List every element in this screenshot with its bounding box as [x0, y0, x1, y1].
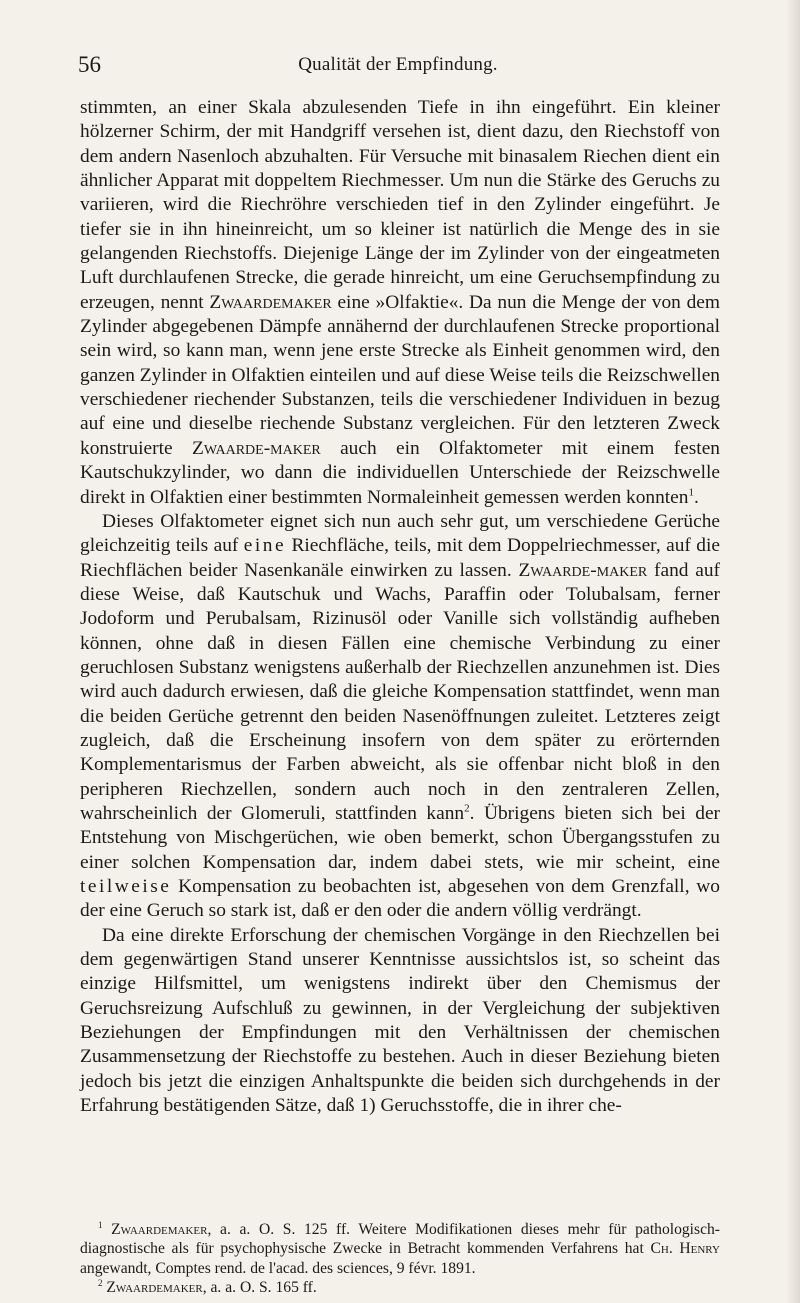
footnote-mark: 2	[98, 1277, 103, 1288]
footnote	[80, 1220, 720, 1278]
author-name: Zwaarde-maker	[518, 559, 648, 581]
text-run: .	[693, 486, 699, 508]
running-title: Qualität der Empfindung.	[298, 54, 498, 75]
author-name: Zwaarde-maker	[191, 437, 321, 459]
author-name: Zwaardemaker	[106, 1278, 203, 1296]
author-name: Zwaardemaker	[111, 1221, 208, 1238]
text-run: stimmten, an einer Skala abzulesenden Tiefe in ihn eingeführt. Ein kleiner hölzerner Schirm, der mit Handgriff versehen ist, dient dazu, den Riechstoff von dem andern Nasenloch abzuhalten. Für Versuche mit binasalem Riechen dient ein ähnlicher Apparat mit doppeltem Riechmesser. Um nun die Stärke des Geruchs zu variieren, wird die Riechröhre verschieden tief in den Zylinder eingeführt. Je tiefer sie in ihn hineinreicht, um so kleiner ist natürlich die Menge des in sie gelangenden Riechstoffs. Diejenige Länge der im Zylinder von der eingeatmeten Luft durchlaufenen Strecke, die gerade hinreicht, um eine Geruchsempfindung zu erzeugen, nennt	[80, 97, 720, 313]
text-run: eine »Olfaktie«. Da nun die Menge der von dem Zylinder abgegebenen Dämpfe annähernd der durchlaufenen Strecke proportional sein wird, so kann man, wenn jene erste Strecke als Einheit genommen wird, den ganzen Zylinder in Olfaktien einteilen und auf diese Weise teils die Reizschwellen verschiedener riechender Substanzen, teils die verschiedener Individuen in bezug auf eine und dieselbe riechende Substanz vergleichen. Für den letzteren Zweck konstruierte	[80, 291, 720, 459]
text-run: Riechfläche, teils, mit dem Doppelriechmesser, auf die Riechflächen beider Nasenkanäle einwirken zu lassen.	[80, 535, 720, 581]
page-header	[78, 52, 718, 78]
body-text	[80, 96, 720, 1118]
emphasis: eine	[243, 535, 287, 557]
text-run: Kompensation zu beobachten ist, abgesehen von dem Grenzfall, wo der eine Geruch so stark ist, daß er den oder die andern völlig verdrängt.	[80, 876, 720, 922]
footnote-reference: 2	[464, 802, 470, 815]
paragraph	[80, 924, 720, 1119]
emphasis: teilweise	[80, 876, 172, 897]
footnote	[80, 1278, 720, 1297]
text-run: fand auf diese Weise, daß Kautschuk und Wachs, Paraffin oder Tolubalsam, ferner Jodoform und Perubalsam, Rizinusöl oder Vanille sich vollständig aufheben können, ohne daß in diesen Fällen eine chemische Verbindung zu einer geruchlosen Substanz wenigstens außerhalb der Riechzellen anzunehmen ist. Dies wird auch dadurch erwiesen, daß die gleiche Kompensation stattfindet, wenn man die beiden Gerüche getrennt den beiden Nasenöffnungen zuleitet. Letzteres zeigt zugleich, daß die Erscheinung insofern von dem später zu erörternden Komplementarismus der Farben abweicht, als sie offenbar nicht bloß in den peripheren Riechzellen, sondern auch noch in den zentraleren Zellen, wahrscheinlich der Glomeruli, stattfinden kann	[80, 559, 720, 824]
text-run: Dieses Olfaktometer eignet sich nun auch sehr gut, um verschiedene Gerüche gleichzeitig teils auf	[80, 510, 720, 557]
paragraph	[80, 510, 720, 924]
author-name: Zwaardemaker	[209, 291, 332, 313]
footnote-reference: 1	[688, 486, 694, 499]
author-name: Ch. Henry	[650, 1240, 720, 1258]
page-number: 56	[78, 52, 101, 77]
footnotes	[80, 1220, 720, 1297]
footnote-text: , a. a. O. S. 125 ff. Weitere Modifikationen dieses mehr für pathologisch-diagnostische als für psychophysische Zwecke in Betracht kommenden Verfahrens hat	[80, 1221, 720, 1258]
paragraph	[80, 96, 720, 510]
text-run: . Übrigens bieten sich bei der Entstehung von Mischgerüchen, wie oben bemerkt, schon Übergangsstufen zu einer solchen Kompensation dar, indem dabei stets, wie mir scheint, eine	[80, 802, 721, 873]
footnote-mark: 1	[98, 1219, 103, 1230]
footnote-text: angewandt, Comptes rend. de l'acad. des sciences, 9 févr. 1891.	[80, 1259, 476, 1277]
text-run: auch ein Olfaktometer mit einem festen Kautschukzylinder, wo dann die individuellen Unterschiede der Reizschwelle direkt in Olfaktien einer bestimmten Normaleinheit gemessen werden konnten	[80, 437, 720, 508]
footnote-text: , a. a. O. S. 165 ff.	[202, 1278, 317, 1296]
text-run: Da eine direkte Erforschung der chemischen Vorgänge in den Riechzellen bei dem gegenwärtigen Stand unserer Kenntnisse aussichtslos ist, so scheint das einzige Hilfsmittel, um wenigstens indirekt über den Chemismus der Geruchsreizung Aufschluß zu gewinnen, in der Vergleichung der subjektiven Beziehungen der Empfindungen mit den Verhältnissen der chemischen Zusammensetzung der Riechstoffe zu bestehen. Auch in dieser Beziehung bieten jedoch bis jetzt die einzigen Anhaltspunkte die beiden sich durchgehends in der Erfahrung bestätigenden Sätze, daß 1) Geruchsstoffe, die in ihrer che-	[80, 924, 720, 1117]
page-edge-shadow	[786, 0, 800, 1303]
